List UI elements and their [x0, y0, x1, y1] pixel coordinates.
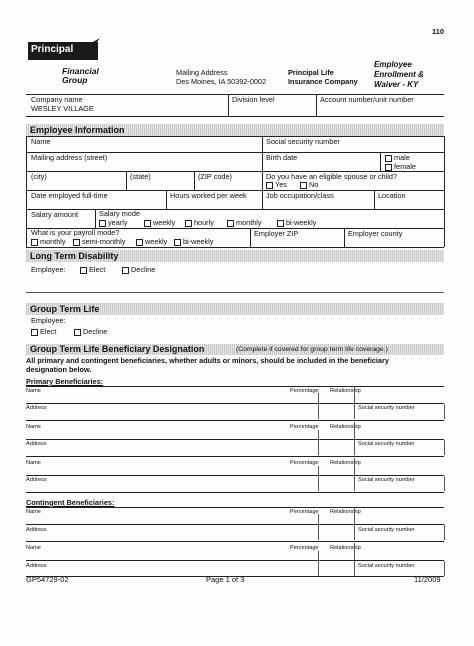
city-label: (city): [31, 172, 47, 181]
location-label: Location: [378, 191, 406, 200]
contingent-1-ssn-label: Social security number: [358, 527, 415, 533]
gtl-employee-label: Employee:: [31, 316, 66, 325]
logo-text-principal: Principal: [31, 44, 74, 55]
zip-label: (ZIP code): [198, 172, 232, 181]
salary-mode-label: Salary mode: [99, 209, 140, 218]
payroll-weekly-checkbox[interactable]: [136, 239, 143, 246]
salary-amount-label: Salary amount: [31, 210, 79, 219]
spouse-no-option[interactable]: No: [300, 181, 318, 189]
weekly-checkbox[interactable]: [144, 220, 151, 227]
female-checkbox[interactable]: [385, 164, 392, 171]
account-number-label: Account number/unit number: [320, 95, 414, 104]
primary-1-percentage-label: Percentage: [290, 388, 319, 394]
mailing-street-label: Mailing address (street): [31, 153, 108, 162]
ltd-employee-label: Employee:: [31, 265, 66, 274]
form-title-line3: Waiver - KY: [374, 80, 419, 89]
payroll-semimonthly-checkbox[interactable]: [73, 239, 80, 246]
spouse-yes-option[interactable]: Yes: [266, 181, 287, 189]
contingent-2-relationship-label: Relationship: [330, 545, 361, 551]
ltd-elect-checkbox[interactable]: [80, 267, 87, 274]
ltd-decline-checkbox[interactable]: [122, 267, 129, 274]
logo-text-financial: Financial: [62, 66, 99, 76]
footer-page-number: Page 1 of 3: [206, 575, 245, 584]
hourly-checkbox[interactable]: [185, 220, 192, 227]
job-occupation-label: Job occupation/class: [266, 191, 334, 200]
ltd-header: [26, 250, 444, 262]
primary-2-address-label: Address: [26, 441, 47, 447]
primary-1-address-label: Address: [26, 405, 47, 411]
form-title-line1: Employee: [374, 60, 412, 69]
footer-date: 11/2009: [414, 575, 441, 584]
gtl-title: Group Term Life: [30, 304, 100, 314]
contingent-1-relationship-label: Relationship: [330, 509, 361, 515]
salary-mode-hourly[interactable]: hourly: [185, 219, 214, 227]
employer-county-label: Employer county: [348, 229, 403, 238]
form-code: 110: [432, 27, 445, 36]
primary-1-ssn-label: Social security number: [358, 405, 415, 411]
beneficiary-instruction-line2: designation below.: [26, 365, 92, 374]
payroll-mode-monthly[interactable]: monthly: [31, 238, 66, 246]
contingent-2-address-label: Address: [26, 563, 47, 569]
company-name-line2: Insurance Company: [288, 77, 358, 86]
ltd-title: Long Term Disability: [30, 251, 119, 261]
primary-3-address-label: Address: [26, 477, 47, 483]
salary-mode-monthly[interactable]: monthly: [227, 219, 262, 227]
salary-mode-yearly[interactable]: yearly: [99, 219, 127, 227]
contingent-2-percentage-label: Percentage: [290, 545, 319, 551]
gtl-header: [26, 303, 444, 315]
gtl-elect-option[interactable]: Elect: [31, 328, 56, 336]
spouse-question: Do you have an eligible spouse or child?: [266, 172, 398, 181]
ssn-label: Social security number: [266, 137, 340, 146]
employer-zip-label: Employer ZIP: [254, 229, 299, 238]
primary-2-name-label: Name: [26, 424, 41, 430]
ltd-decline-option[interactable]: Decline: [122, 266, 155, 274]
company-name-label: Company name: [31, 95, 83, 104]
primary-2-relationship-label: Relationship: [330, 424, 361, 430]
primary-3-percentage-label: Percentage: [290, 460, 319, 466]
monthly-checkbox[interactable]: [227, 220, 234, 227]
form-title-line2: Enrollment &: [374, 70, 424, 79]
logo-swoosh-icon: [80, 36, 102, 50]
birth-date-label: Birth date: [266, 153, 298, 162]
primary-2-percentage-label: Percentage: [290, 424, 319, 430]
mailing-address-label: Mailing Address: [176, 68, 228, 77]
contingent-1-address-label: Address: [26, 527, 47, 533]
spouse-yes-checkbox[interactable]: [266, 182, 273, 189]
company-name-line1: Principal Life: [288, 68, 334, 77]
primary-3-name-label: Name: [26, 460, 41, 466]
payroll-mode-question: What is your payroll mode?: [31, 228, 120, 237]
mailing-address-value: Des Moines, IA 50392-0002: [176, 77, 267, 86]
payroll-biweekly-checkbox[interactable]: [174, 239, 181, 246]
state-label: (state): [130, 172, 151, 181]
logo-text-group: Group: [62, 75, 88, 85]
yearly-checkbox[interactable]: [99, 220, 106, 227]
contingent-1-percentage-label: Percentage: [290, 509, 319, 515]
date-employed-label: Date employed full-time: [31, 191, 108, 200]
primary-3-ssn-label: Social security number: [358, 477, 415, 483]
biweekly-checkbox[interactable]: [277, 220, 284, 227]
gtl-decline-checkbox[interactable]: [74, 329, 81, 336]
beneficiary-instruction-line1: All primary and contingent beneficiaries, whether adults or minors, should be included in the beneficiary: [26, 356, 389, 365]
primary-3-relationship-label: Relationship: [330, 460, 361, 466]
ltd-elect-option[interactable]: Elect: [80, 266, 105, 274]
gtl-elect-checkbox[interactable]: [31, 329, 38, 336]
hours-worked-label: Hours worked per week: [170, 191, 247, 200]
payroll-monthly-checkbox[interactable]: [31, 239, 38, 246]
spouse-no-checkbox[interactable]: [300, 182, 307, 189]
footer-form-number: GP54729-02: [26, 575, 69, 584]
division-level-label: Division level: [232, 95, 275, 104]
primary-beneficiaries-title: Primary Beneficiaries:: [26, 377, 104, 386]
primary-1-relationship-label: Relationship: [330, 388, 361, 394]
payroll-mode-biweekly[interactable]: bi-weekly: [174, 238, 213, 246]
company-name-value[interactable]: WESLEY VILLAGE: [31, 104, 94, 113]
employee-info-title: Employee Information: [30, 125, 125, 135]
name-label: Name: [31, 137, 51, 146]
male-option[interactable]: male: [385, 154, 410, 162]
primary-1-name-label: Name: [26, 388, 41, 394]
contingent-2-ssn-label: Social security number: [358, 563, 415, 569]
payroll-mode-weekly[interactable]: weekly: [136, 238, 167, 246]
beneficiary-note: (Complete if covered for group term life coverage.): [236, 346, 388, 353]
beneficiary-title: Group Term Life Beneficiary Designation: [30, 344, 205, 354]
employee-info-header: [26, 124, 444, 136]
contingent-2-name-label: Name: [26, 545, 41, 551]
gtl-decline-option[interactable]: Decline: [74, 328, 107, 336]
female-option[interactable]: female: [385, 163, 416, 171]
salary-mode-biweekly[interactable]: bi-weekly: [277, 219, 316, 227]
primary-2-ssn-label: Social security number: [358, 441, 415, 447]
payroll-mode-semimonthly[interactable]: semi-monthly: [73, 238, 125, 246]
contingent-1-name-label: Name: [26, 509, 41, 515]
contingent-beneficiaries-title: Contingent Beneficiaries:: [26, 498, 115, 507]
male-checkbox[interactable]: [385, 155, 392, 162]
salary-mode-weekly[interactable]: weekly: [144, 219, 175, 227]
